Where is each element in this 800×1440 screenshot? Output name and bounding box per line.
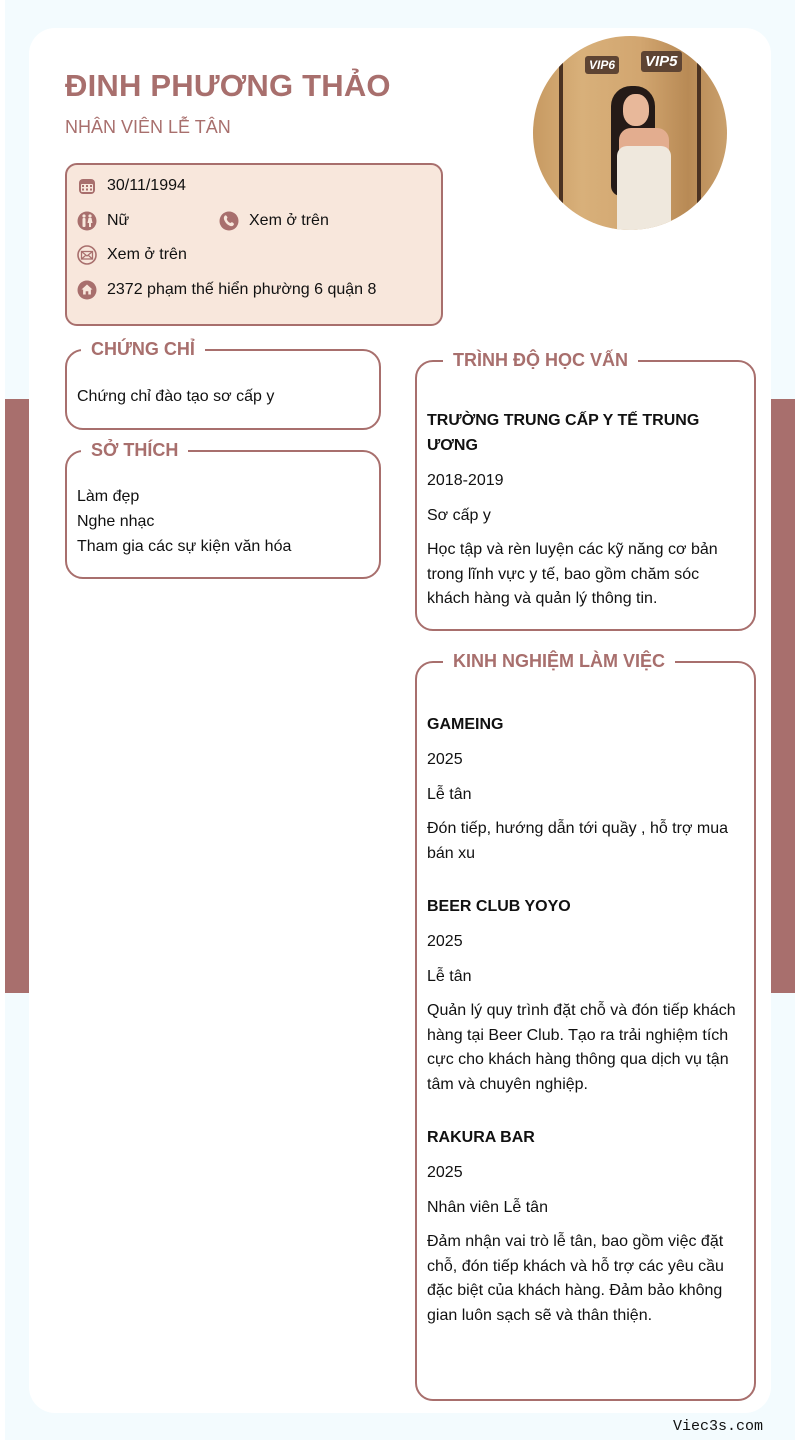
address-value: 2372 phạm thế hiển phường 6 quận 8 xyxy=(107,281,377,298)
certificate-item: Chứng chỉ đào tạo sơ cấp y xyxy=(77,388,275,405)
company-name: BEER CLUB YOYO xyxy=(427,898,571,915)
section-title: SỞ THÍCH xyxy=(81,439,188,461)
experience-description: Đón tiếp, hướng dẫn tới quầy , hỗ trợ mua bán xu xyxy=(427,820,729,862)
avatar xyxy=(533,36,727,230)
experience-description: Đảm nhận vai trò lễ tân, bao gồm việc đặt chỗ, đón tiếp khách và hỗ trợ các yêu cầu đặc biệt của khách hàng. Đảm bảo không gian luôn sạch sẽ và thân thiện. xyxy=(427,1233,724,1324)
experience-position: Nhân viên Lễ tân xyxy=(427,1199,548,1216)
phone-row xyxy=(219,211,329,231)
email-value: Xem ở trên xyxy=(107,246,187,263)
section-title: KINH NGHIỆM LÀM VIỆC xyxy=(443,650,675,672)
email-row xyxy=(77,245,187,265)
home-icon xyxy=(77,280,97,300)
room-sign: VIP5 xyxy=(641,51,682,72)
section-title: CHỨNG CHỈ xyxy=(81,338,205,360)
birthday-value: 30/11/1994 xyxy=(107,177,186,194)
experience-section xyxy=(415,651,756,1401)
photo-face xyxy=(623,94,649,126)
experience-entry xyxy=(427,712,744,866)
company-name: GAMEING xyxy=(427,716,504,733)
hobbies-section xyxy=(65,440,381,579)
address-row xyxy=(77,280,376,300)
birthday-row xyxy=(77,176,186,196)
gender-icon xyxy=(77,211,97,231)
experience-entry xyxy=(427,894,744,1097)
school-name: TRƯỜNG TRUNG CẤP Y TẾ TRUNG ƯƠNG xyxy=(427,412,700,454)
room-sign: VIP6 xyxy=(585,56,619,74)
job-title: NHÂN VIÊN LỄ TÂN xyxy=(65,117,231,137)
education-section xyxy=(415,350,756,631)
calendar-icon xyxy=(77,176,97,196)
experience-period: 2025 xyxy=(427,933,463,950)
experience-period: 2025 xyxy=(427,1164,463,1181)
experience-entry xyxy=(427,1125,744,1328)
gender-row xyxy=(77,211,129,231)
experience-period: 2025 xyxy=(427,751,463,768)
hobby-item: Nghe nhạc xyxy=(77,513,155,530)
education-description: Học tập và rèn luyện các kỹ năng cơ bản trong lĩnh vực y tế, bao gồm chăm sóc khách hàng và quản lý thông tin. xyxy=(427,541,718,607)
right-accent-band xyxy=(771,399,795,993)
education-period: 2018-2019 xyxy=(427,472,504,489)
gender-value: Nữ xyxy=(107,212,130,229)
section-title: TRÌNH ĐỘ HỌC VẤN xyxy=(443,349,638,371)
education-degree: Sơ cấp y xyxy=(427,507,491,524)
phone-value: Xem ở trên xyxy=(249,212,329,229)
hobby-item: Tham gia các sự kiện văn hóa xyxy=(77,538,292,555)
hobby-item: Làm đẹp xyxy=(77,488,140,505)
candidate-name: ĐINH PHƯƠNG THẢO xyxy=(65,68,391,103)
education-entry xyxy=(427,408,744,612)
phone-icon xyxy=(219,211,239,231)
experience-description: Quản lý quy trình đặt chỗ và đón tiếp khách hàng tại Beer Club. Tạo ra trải nghiệm tích cực cho khách hàng thông qua dịch vụ tận tâm và chuyên nghiệp. xyxy=(427,1002,736,1093)
left-accent-band xyxy=(5,399,29,993)
experience-position: Lễ tân xyxy=(427,968,472,985)
door-frame xyxy=(559,36,563,230)
certificates-section xyxy=(65,339,381,430)
envelope-icon xyxy=(77,245,97,265)
photo-dress xyxy=(617,146,671,230)
door-frame xyxy=(697,36,701,230)
company-name: RAKURA BAR xyxy=(427,1129,535,1146)
experience-position: Lễ tân xyxy=(427,786,472,803)
watermark: Viec3s.com xyxy=(672,1418,763,1435)
